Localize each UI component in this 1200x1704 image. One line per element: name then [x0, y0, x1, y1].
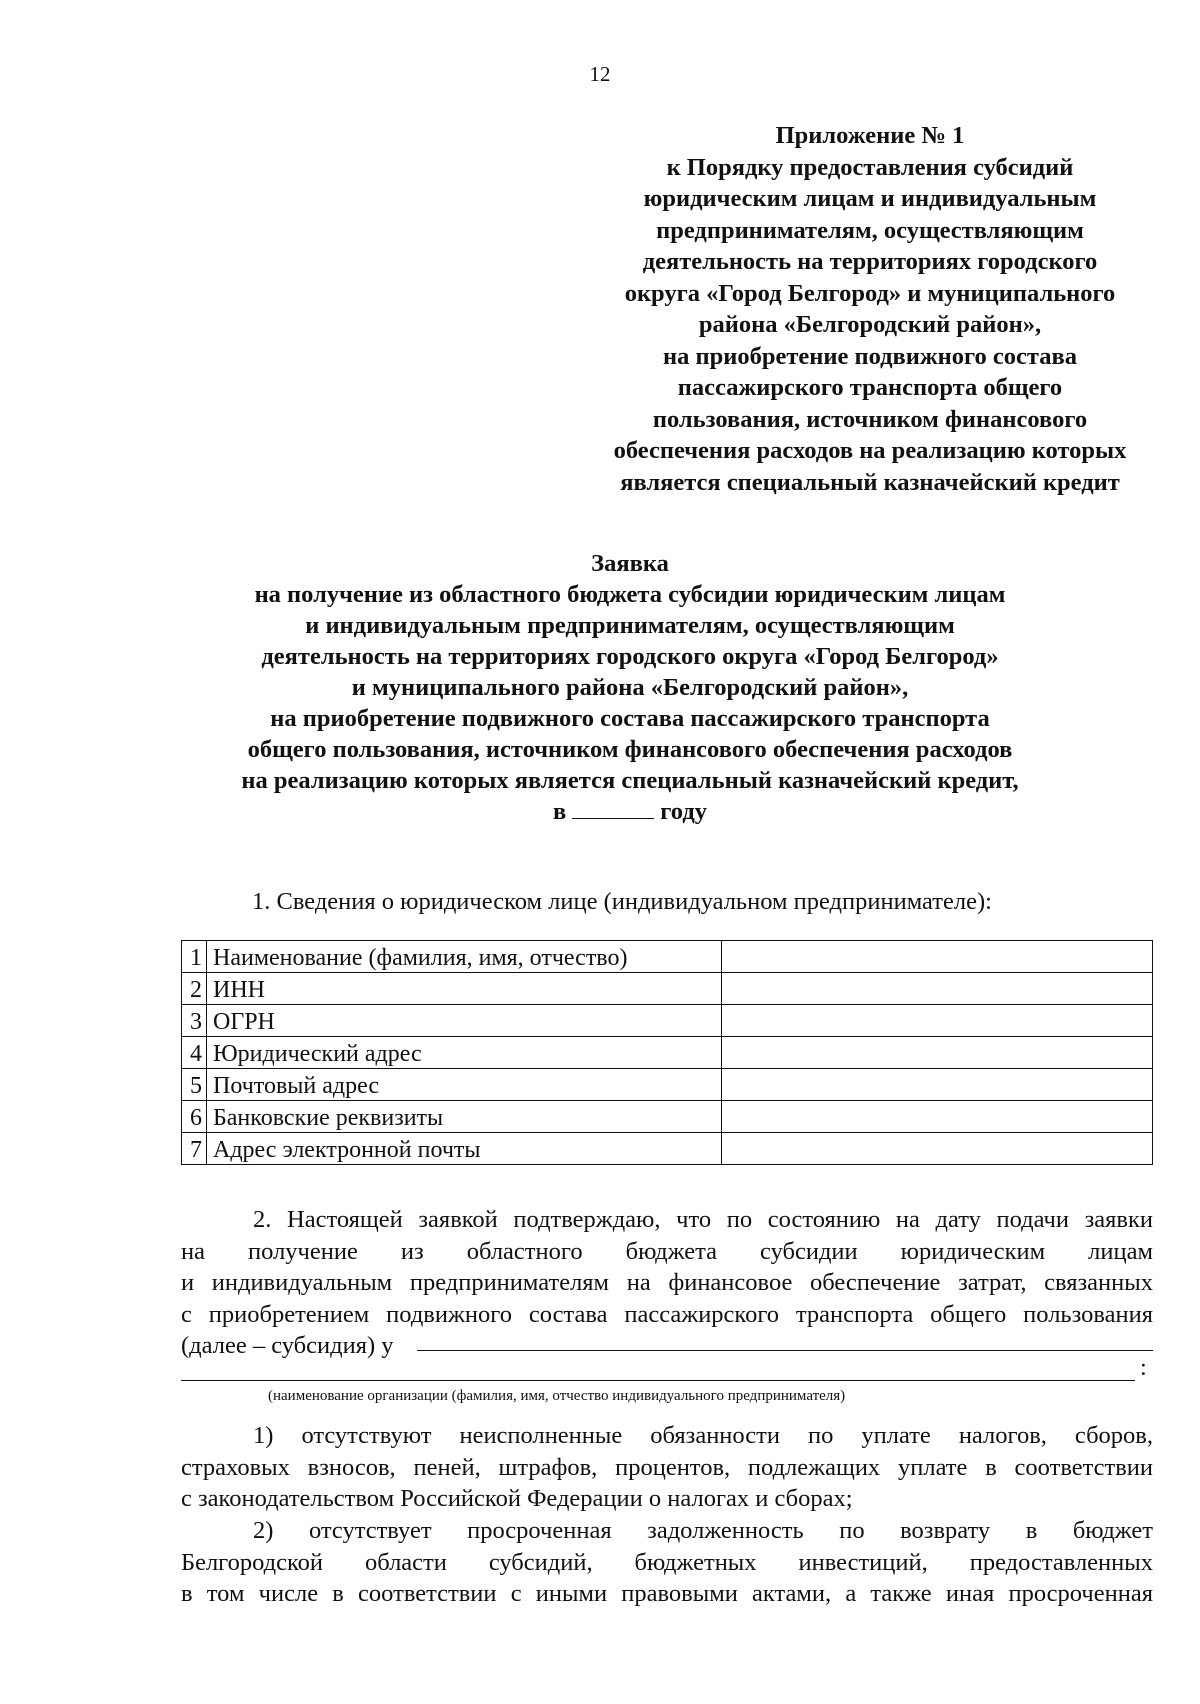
application-subtitle-line: и индивидуальным предпринимателям, осуществляющим [305, 612, 955, 639]
row-label: Юридический адрес [207, 1037, 722, 1069]
row-label: ОГРН [207, 1005, 722, 1037]
year-blank[interactable] [572, 798, 654, 819]
paragraph-line: и индивидуальным предпринимателям на финансовое обеспечение затрат, связанных [181, 1269, 1153, 1296]
row-label: Почтовый адрес [207, 1069, 722, 1101]
organization-name-caption: (наименование организации (фамилия, имя, отчество индивидуального предпринимателя) [268, 1388, 846, 1404]
appendix-line: пользования, источником финансового [652, 405, 1088, 433]
application-title: Заявка [591, 550, 669, 577]
row-number: 5 [182, 1069, 207, 1101]
row-value-cell[interactable] [722, 1133, 1153, 1165]
organization-name-blank[interactable] [417, 1350, 1153, 1351]
table-row [182, 1005, 1153, 1037]
row-number: 4 [182, 1037, 207, 1069]
table-row [182, 1037, 1153, 1069]
row-label: Банковские реквизиты [207, 1101, 722, 1133]
application-subtitle-line: и муниципального района «Белгородский район», [351, 674, 909, 701]
year-line [150, 796, 1110, 827]
row-number: 6 [182, 1101, 207, 1133]
colon-mark: : [1140, 1354, 1147, 1381]
row-number: 3 [182, 1005, 207, 1037]
paragraph-line: на получение из областного бюджета субсидии юридическим лицам [181, 1237, 1153, 1265]
page-number: 12 [589, 62, 611, 86]
appendix-line: на приобретение подвижного состава [663, 342, 1077, 370]
appendix-line: деятельность на территориях городского [642, 248, 1098, 275]
appendix-line: является специальный казначейский кредит [620, 468, 1120, 496]
paragraph-line: 2. Настоящей заявкой подтверждаю, что по состоянию на дату подачи заявки [253, 1206, 1153, 1233]
row-value-cell[interactable] [722, 1037, 1153, 1069]
item2-paragraph [181, 1515, 1153, 1610]
table-row [182, 1069, 1153, 1101]
row-value-cell[interactable] [722, 1005, 1153, 1037]
row-number: 2 [182, 973, 207, 1005]
table-row [182, 1101, 1153, 1133]
paragraph-line: 2) отсутствует просроченная задолженность по возврату в бюджет [253, 1517, 1153, 1544]
row-value-cell[interactable] [722, 973, 1153, 1005]
appendix-line: юридическим лицам и индивидуальным [643, 185, 1097, 212]
paragraph-line: 1) отсутствуют неисполненные обязанности по уплате налогов, сборов, [253, 1422, 1153, 1449]
application-subtitle-line: общего пользования, источником финансового обеспечения расходов [247, 736, 1013, 763]
appendix-line: округа «Город Белгород» и муниципального [624, 279, 1116, 307]
appendix-line: пассажирского транспорта общего [677, 374, 1063, 401]
appendix-line: района «Белгородский район», [698, 311, 1042, 338]
paragraph-line: в том числе в соответствии с иными правовыми актами, а также иная просроченная [181, 1580, 1153, 1607]
item1-paragraph [181, 1420, 1153, 1515]
row-value-cell[interactable] [722, 1101, 1153, 1133]
year-prefix: в [553, 798, 567, 825]
organization-info-table [181, 940, 1153, 1165]
appendix-title: Приложение № 1 [775, 122, 965, 149]
section1-heading: 1. Сведения о юридическом лице (индивидуальном предпринимателе): [252, 888, 992, 915]
application-subtitle-line: на приобретение подвижного состава пассажирского транспорта [270, 705, 990, 732]
row-number: 1 [182, 941, 207, 973]
row-value-cell[interactable] [722, 1069, 1153, 1101]
row-label: ИНН [207, 973, 722, 1005]
paragraph-line: (далее – субсидия) у [181, 1332, 394, 1359]
appendix-line: предпринимателям, осуществляющим [656, 216, 1084, 244]
appendix-header [560, 120, 1180, 498]
appendix-line: к Порядку предоставления субсидий [666, 153, 1074, 181]
row-label: Адрес электронной почты [207, 1133, 722, 1165]
section2-paragraph [181, 1204, 1153, 1362]
appendix-line: обеспечения расходов на реализацию которых [613, 437, 1127, 464]
row-number: 7 [182, 1133, 207, 1165]
table-row [182, 1133, 1153, 1165]
paragraph-line: Белгородской области субсидий, бюджетных инвестиций, предоставленных [181, 1548, 1153, 1576]
paragraph-line: с законодательством Российской Федерации о налогах и сборах; [181, 1485, 853, 1512]
year-suffix: году [660, 798, 707, 825]
table-row [182, 973, 1153, 1005]
paragraph-line: страховых взносов, пеней, штрафов, процентов, подлежащих уплате в соответствии [181, 1453, 1153, 1481]
row-value-cell[interactable] [722, 941, 1153, 973]
row-label: Наименование (фамилия, имя, отчество) [207, 941, 722, 973]
application-subtitle-line: деятельность на территориях городского округа «Город Белгород» [261, 643, 999, 670]
application-title-block [150, 548, 1110, 827]
paragraph-line: с приобретением подвижного состава пассажирского транспорта общего пользования [181, 1300, 1153, 1328]
application-subtitle-line: на получение из областного бюджета субсидии юридическим лицам [254, 581, 1006, 608]
table-row [182, 941, 1153, 973]
organization-name-blank-continued[interactable] [181, 1380, 1135, 1381]
application-subtitle-line: на реализацию которых является специальный казначейский кредит, [241, 767, 1019, 794]
